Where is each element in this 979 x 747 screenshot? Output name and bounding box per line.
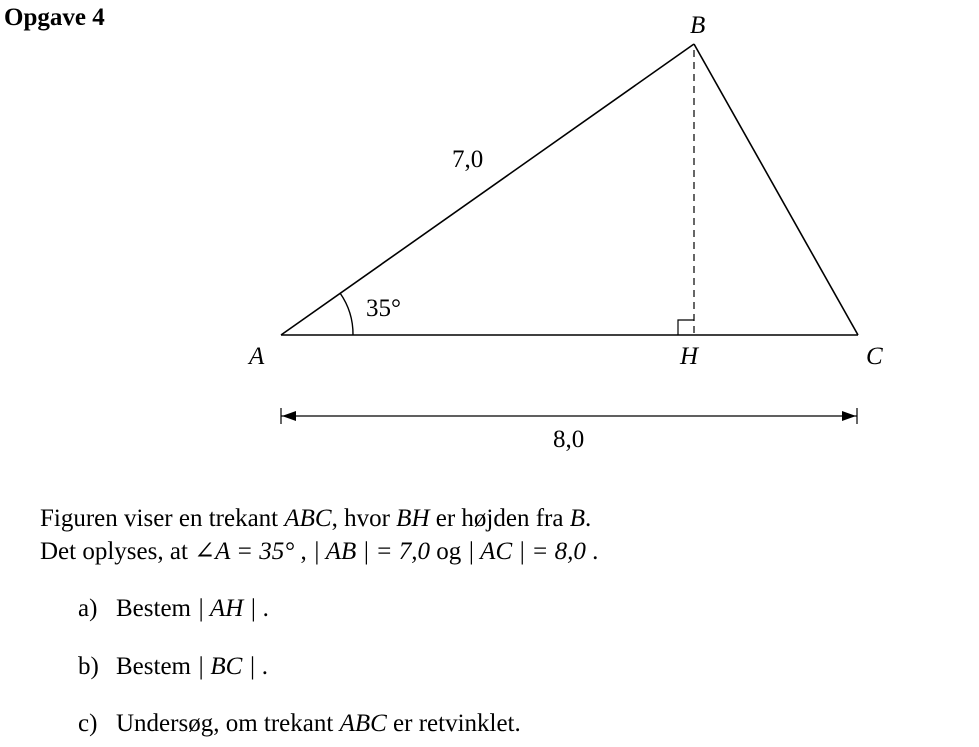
angle-arc-a <box>340 293 353 335</box>
vertex-label-b: B <box>690 12 706 39</box>
side-ab-line <box>281 44 694 335</box>
right-angle-marker <box>678 320 694 335</box>
exercise-heading: Opgave 4 <box>4 4 105 31</box>
dimension-arrow-left <box>282 411 296 421</box>
desc1-point-b: B <box>569 505 585 532</box>
desc2-text-2: , <box>294 538 314 565</box>
question-a <box>78 594 269 624</box>
desc1-text-4: . <box>585 505 592 532</box>
question-b-text: Bestem <box>116 653 198 680</box>
vertex-label-a: A <box>249 343 265 370</box>
desc1-text-2: , hvor <box>331 505 397 532</box>
desc1-triangle-abc: ABC <box>284 505 332 532</box>
desc2-text-4: . <box>585 538 599 565</box>
desc2-length-ab: | AB | = 7,0 <box>313 538 430 565</box>
question-b-tag: b) <box>78 653 99 680</box>
angle-a-label: 35° <box>366 295 401 322</box>
dimension-arrow-right <box>842 411 856 421</box>
desc1-text-1: Figuren viser en trekant <box>40 505 285 532</box>
question-b <box>78 652 268 682</box>
question-a-tag: a) <box>78 595 98 622</box>
vertex-label-h: H <box>680 343 699 370</box>
desc2-text-3: og <box>430 538 468 565</box>
description-line-2 <box>40 537 598 567</box>
question-c-suffix: er retvinklet. <box>386 710 521 737</box>
side-ab-length: 7,0 <box>452 146 484 173</box>
desc2-length-ac: | AC | = 8,0 <box>467 538 586 565</box>
side-bc-line <box>694 44 858 335</box>
description-line-1 <box>40 504 591 534</box>
question-b-suffix: . <box>255 653 268 680</box>
side-ac-length: 8,0 <box>553 426 585 453</box>
desc2-angle-a: ∠A = 35° <box>194 538 295 565</box>
question-a-text: Bestem <box>116 595 198 622</box>
question-c <box>78 709 521 739</box>
question-a-math: | AH | <box>197 595 257 622</box>
desc1-segment-bh: BH <box>396 505 430 532</box>
desc2-text-1: Det oplyses, at <box>40 538 195 565</box>
question-a-suffix: . <box>256 595 269 622</box>
desc1-text-3: er højden fra <box>429 505 570 532</box>
question-b-math: | BC | <box>197 653 256 680</box>
question-c-text: Undersøg, om trekant <box>116 710 340 737</box>
vertex-label-c: C <box>866 343 883 370</box>
question-c-tag: c) <box>78 710 98 737</box>
question-c-math: ABC <box>339 710 387 737</box>
